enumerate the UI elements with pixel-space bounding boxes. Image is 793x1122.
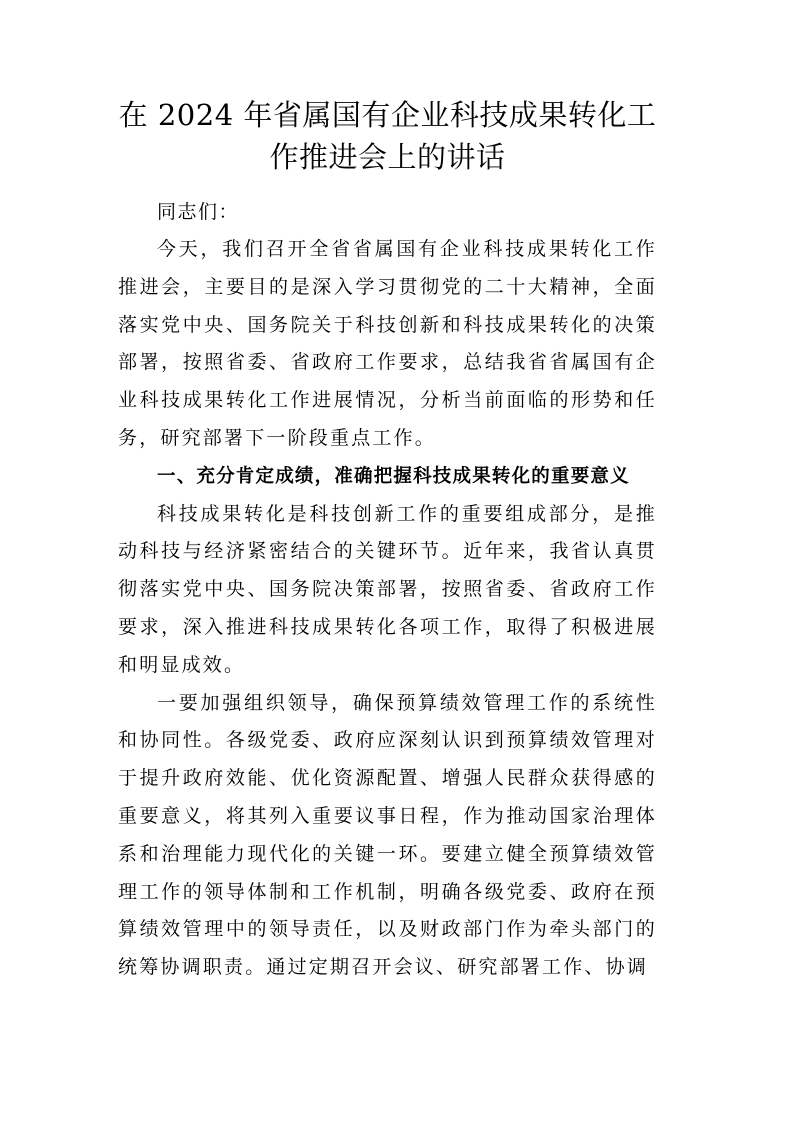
section-1-paragraph-1: 科技成果转化是科技创新工作的重要组成部分，是推动科技与经济紧密结合的关键环节。近年来，我省认真贯彻落实党中央、国务院决策部署，按照省委、省政府工作要求，深入推进科技成果转化各项工作，取得了积极进展和明显成效。 <box>118 502 657 676</box>
section-1-paragraph-2: 一要加强组织领导，确保预算绩效管理工作的系统性和协同性。各级党委、政府应深刻认识到预算绩效管理对于提升政府效能、优化资源配置、增强人民群众获得感的重要意义，将其列入重要议事日程，作为推动国家治理体系和治理能力现代化的关键一环。要建立健全预算绩效管理工作的领导体制和工作机制，明确各级党委、政府在预算绩效管理中的领导责任，以及财政部门作为牵头部门的统筹协调职责。通过定期召开会议、研究部署工作、协调 <box>118 691 657 979</box>
document-title <box>118 94 657 178</box>
intro-paragraph: 今天，我们召开全省省属国有企业科技成果转化工作推进会，主要目的是深入学习贯彻党的二十大精神，全面落实党中央、国务院关于科技创新和科技成果转化的决策部署，按照省委、省政府工作要求，总结我省省属国有企业科技成果转化工作进展情况，分析当前面临的形势和任务，研究部署下一阶段重点工作。 <box>118 238 657 449</box>
salutation: 同志们： <box>157 201 240 223</box>
section-heading-1: 一、充分肯定成绩，准确把握科技成果转化的重要意义 <box>157 465 630 487</box>
title-line-2: 作推进会上的讲话 <box>269 140 506 174</box>
document-body <box>118 94 657 987</box>
title-line-1: 在 2024 年省属国有企业科技成果转化工 <box>118 98 657 132</box>
